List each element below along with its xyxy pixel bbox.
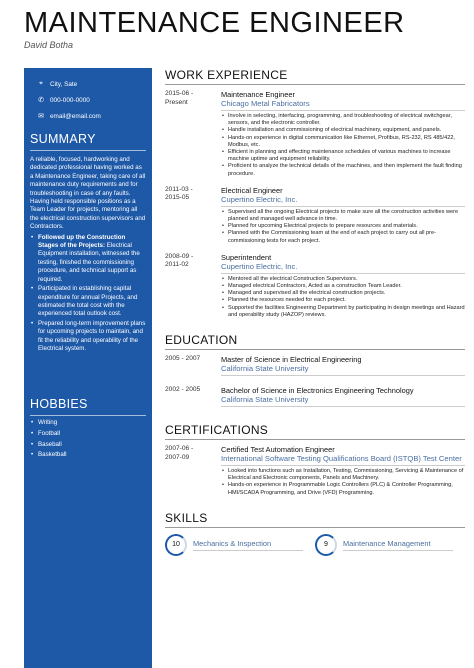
certification-bullets: [221, 468, 465, 497]
summary-points: [30, 234, 146, 354]
summary-point: [30, 234, 146, 284]
work-entry: [165, 186, 465, 245]
skill-level-ring: [315, 534, 337, 556]
summary-point-bold: Followed up the Construction Stages of the Projects:: [38, 233, 126, 250]
work-date-start: 2011-03 -: [165, 185, 193, 193]
work-entry-body: [221, 90, 465, 178]
contact-location-text: City, Sate: [50, 80, 78, 88]
contact-phone: [30, 92, 146, 108]
work-bullet: • Supervised all the ongoing Electrical projects to make sure all the construction activities were planned and managed well advance in time.: [221, 209, 465, 223]
hobby-item: • Football: [30, 429, 146, 439]
certification-bullet: • Hands-on experience in Programmable Logic Controllers (PLC) & Controller Programming, HMI/SCADA Programming, and Drive (VFD) Programming.: [221, 482, 465, 496]
sidebar: [24, 68, 152, 668]
hobby-item: • Writing: [30, 418, 146, 428]
phone-icon: ✆: [38, 97, 44, 104]
hobby-item: • Baseball: [30, 440, 146, 450]
work-role: Superintendent: [221, 252, 272, 262]
certification-date-start: 2007-06 -: [165, 445, 194, 453]
hobbies-list: [30, 418, 146, 459]
work-bullet: • Proficient to analyze the technical details of the machines, and then implement the fault finding procedure.: [221, 163, 465, 177]
education-date: 2005 - 2007: [165, 355, 201, 363]
work-bullet: • Hands-on experience in digital communication like Ethernet, Profibus, RS-232, RS 485/422, Modbus, etc.: [221, 135, 465, 149]
email-icon: ✉: [38, 113, 44, 120]
work-bullet: • Planned for upcoming Electrical projects to prepare resources and materials.: [221, 223, 465, 230]
work-date-start: 2008-09 -: [165, 252, 194, 260]
certification-entry: [165, 445, 465, 497]
work-bullet: • Managed and supervised all the electrical construction projects.: [221, 290, 465, 297]
certifications-heading: CERTIFICATIONS: [165, 423, 465, 440]
work-date: [165, 90, 221, 178]
certification-date-end: 2007-09: [165, 453, 190, 461]
education-heading: EDUCATION: [165, 333, 465, 350]
skill-name: Maintenance Management: [343, 539, 453, 551]
skills-row: [165, 534, 465, 556]
certification-date: [165, 445, 221, 497]
work-entry: [165, 90, 465, 178]
summary-text: A reliable, focused, hardworking and dedicated professional having worked as a Maintenance Engineer, taking care of all maintenance duty requirements and for troubleshooting in case of any faults. Having held responsible positions as a Team Leader for projects, mentoring all the electrical construction supervisors and Contractors.: [30, 156, 146, 231]
skill-item: [315, 534, 465, 556]
education-school: California State University: [221, 395, 465, 407]
work-bullet: • Efficient in planning and effecting maintenance schedules of various machines to increase machine uptime and equipment reliability.: [221, 149, 465, 163]
work-org: Cupertino Electric, Inc.: [221, 262, 465, 274]
contact-email-text: email@email.com: [50, 112, 101, 120]
summary-point: • Participated in establishing capital expenditure for annual Projects, and estimated the total cost with the experienced total outlook cost.: [30, 285, 146, 319]
education-entry-body: [221, 355, 465, 378]
work-role: Maintenance Engineer: [221, 90, 295, 99]
hobby-item: • Basketball: [30, 450, 146, 460]
education-degree: Bachelor of Science in Electronics Engineering Technology: [221, 386, 414, 396]
work-entry: [165, 253, 465, 319]
summary-point-rest: Electrical Equipment installation, witnessed the testing, finished the commissioning procedure, and technical support as required.: [38, 242, 140, 283]
contact-email: [30, 108, 146, 124]
location-icon: ⌖: [39, 80, 43, 87]
work-bullet: • Managed electrical Contractors, Acted as a construction Team Leader.: [221, 283, 465, 290]
work-org: Chicago Metal Fabricators: [221, 99, 465, 111]
work-bullet: • Planned with the Commissioning team at the end of each project to carry out all pre-commissioning tests for each project.: [221, 230, 465, 244]
work-org: Cupertino Electric, Inc.: [221, 195, 465, 207]
work-role: Electrical Engineer: [221, 185, 283, 195]
work-date-start: 2015-06 -: [165, 90, 194, 97]
work-bullet: • Involve in selecting, interfacing, programming, and troubleshooting of electrical switchgear, sensors, and the electronic controller.: [221, 113, 465, 127]
education-entry: [165, 355, 465, 378]
education-entry: [165, 386, 465, 409]
contact-phone-text: 000-000-0000: [50, 96, 90, 104]
candidate-name: David Botha: [24, 40, 74, 50]
work-bullets: [221, 113, 465, 178]
resume-header: [24, 6, 464, 50]
contact-location: [30, 76, 146, 92]
skills-heading: SKILLS: [165, 511, 465, 528]
skill-level-ring: [165, 534, 187, 556]
work-date-end: Present: [165, 98, 188, 106]
contact-block: [30, 76, 146, 124]
skill-level: 10: [172, 541, 180, 549]
resume-title: MAINTENANCE ENGINEER: [24, 7, 405, 39]
education-school: California State University: [221, 364, 465, 376]
work-heading: WORK EXPERIENCE: [165, 68, 465, 85]
skill-level: 9: [324, 541, 328, 549]
skill-item: [165, 534, 315, 556]
work-date: [165, 253, 221, 319]
work-entry-body: [221, 186, 465, 245]
work-bullet: • Mentored all the electrical Construction Supervisors.: [221, 276, 465, 283]
certification-bullet: • Looked into functions such as Installation, Testing, Commissioning, Servicing & Maintenance of Electrical and Electronic components, Panels and Machinery.: [221, 468, 465, 482]
summary-heading: SUMMARY: [30, 132, 146, 151]
main-content: [165, 68, 465, 556]
summary-point: • Prepared long-term improvement plans for upcoming projects to maintain, and fit the reliability and operability of the Electrical system.: [30, 320, 146, 354]
certification-issuer: International Software Testing Qualifications Board (ISTQB) Test Center: [221, 454, 465, 466]
education-degree: Master of Science in Electrical Engineering: [221, 355, 362, 365]
work-entry-body: [221, 253, 465, 319]
work-date-end: 2011-02: [165, 261, 189, 269]
work-bullet: • Planned the resources needed for each project.: [221, 297, 465, 304]
education-entry-body: [221, 386, 465, 409]
skill-name: Mechanics & Inspection: [193, 539, 303, 551]
work-bullets: [221, 276, 465, 319]
work-date-end: 2015-05: [165, 194, 190, 202]
work-bullet: • Supported the facilities Engineering Department by participating in design meetings and Hazard and operability study (HAZOP) reviews.: [221, 305, 465, 319]
hobbies-heading: HOBBIES: [30, 397, 146, 416]
work-bullet: • Handle installation and commissioning of electrical machinery, equipment, and panels.: [221, 127, 465, 134]
certification-title: Certified Test Automation Engineer: [221, 445, 335, 455]
education-date: 2002 - 2005: [165, 386, 201, 394]
work-bullets: [221, 209, 465, 245]
certification-entry-body: [221, 445, 465, 497]
work-date: [165, 186, 221, 245]
